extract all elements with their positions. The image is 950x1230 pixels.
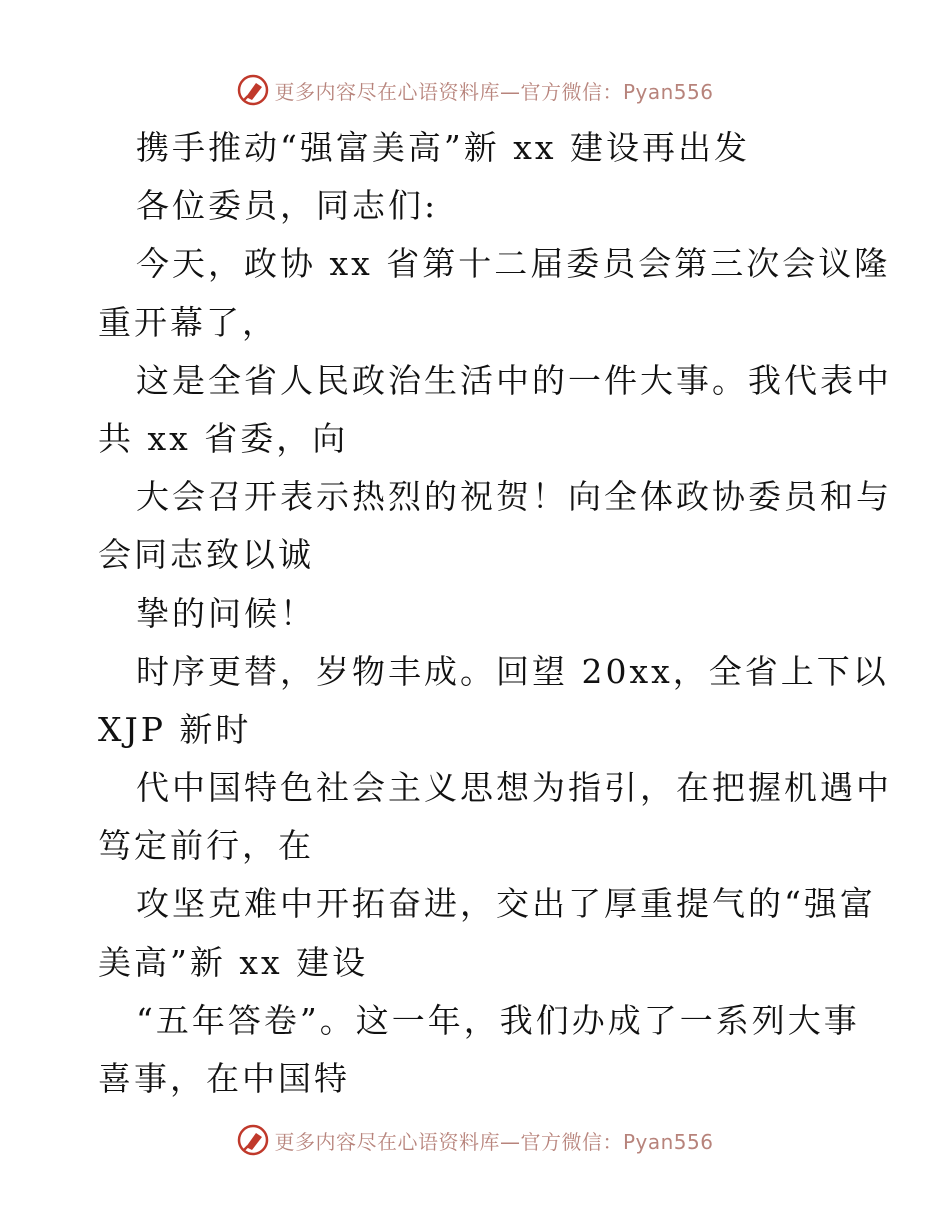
footer-watermark [0, 1120, 950, 1160]
text-line: 喜事，在中国特 [98, 1059, 350, 1098]
text-line: 重开幕了， [98, 302, 278, 342]
pen-nib-logo-icon [236, 1123, 270, 1157]
text-line: 各位委员，同志们: [136, 186, 439, 226]
text-line: XJP 新时 [98, 709, 252, 749]
text-line: 挚的问候！ [136, 593, 316, 633]
text-line: 笃定前行，在 [98, 826, 314, 866]
pen-nib-logo-icon [236, 73, 270, 107]
text-line: 共 xx 省委，向 [98, 418, 349, 458]
text-line: 时序更替，岁物丰成。回望 20xx，全省上下以 [136, 651, 889, 691]
text-line: 会同志致以诚 [98, 535, 314, 575]
text-line: 攻坚克难中开拓奋进，交出了厚重提气的“强富 [136, 884, 876, 924]
watermark-text: 更多内容尽在心语资料库—官方微信：Pyan556 [274, 1129, 714, 1154]
text-line: “五年答卷”。这一年，我们办成了一系列大事 [136, 1000, 860, 1040]
text-line: 大会召开表示热烈的祝贺！向全体政协委员和与 [136, 477, 892, 517]
document-body [98, 119, 892, 1108]
text-line: 代中国特色社会主义思想为指引，在把握机遇中 [136, 768, 892, 808]
watermark-text: 更多内容尽在心语资料库—官方微信：Pyan556 [274, 79, 714, 104]
text-line: 今天，政协 xx 省第十二届委员会第三次会议隆 [136, 244, 891, 284]
text-line: 这是全省人民政治生活中的一件大事。我代表中 [136, 360, 892, 400]
header-watermark [0, 70, 950, 110]
text-line: 美高”新 xx 建设 [98, 942, 369, 982]
text-line: 携手推动“强富美高”新 xx 建设再出发 [136, 128, 750, 167]
